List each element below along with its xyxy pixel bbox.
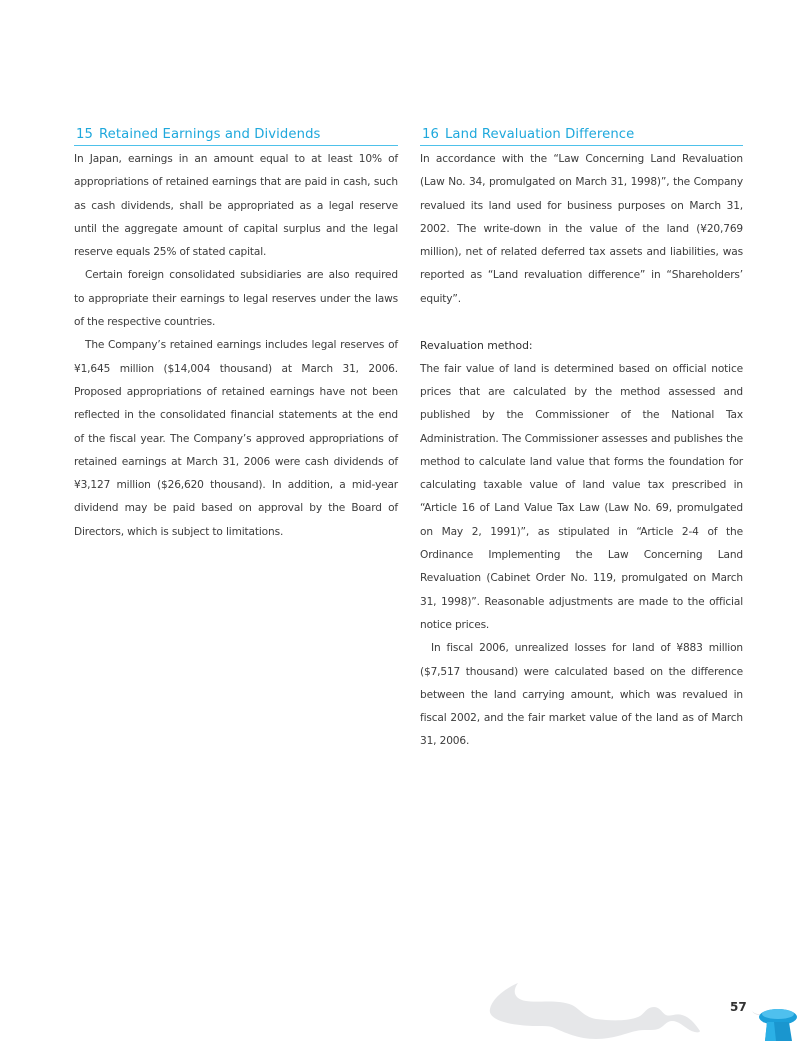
section-retained-earnings [74, 126, 398, 544]
page-number: 57 [730, 1000, 747, 1014]
section-title: Land Revaluation Difference [444, 127, 635, 142]
paragraph: In accordance with the “Law Concerning Land Revaluation (Law No. 34, promulgated on March 31, 1998)”, the Company revalued its land used for business purposes on March 31, 2002. The write-down in the value of the land (¥20,769 million), net of related deferred tax assets and liabilities, was reported as “Land revaluation difference” in “Shareholders’ equity”. [420, 153, 743, 305]
section-heading-16 [420, 126, 743, 146]
section-heading-15 [74, 126, 398, 146]
pushpin-icon [752, 1003, 800, 1041]
paragraph: In Japan, earnings in an amount equal to at least 10% of appropriations of retained earnings that are paid in cash, such as cash dividends, shall be appropriated as a legal reserve until the aggregate amount of capital surplus and the legal reserve equals 25% of stated capital. [74, 153, 398, 259]
section-number: 15 [76, 127, 93, 142]
paragraph: The Company’s retained earnings includes legal reserves of ¥1,645 million ($14,004 thousand) at March 31, 2006. Proposed appropriations of retained earnings have not been reflected in the consolidated financial statements at the end of the fiscal year. The Company’s approved appropriations of retained earnings at March 31, 2006 were cash dividends of ¥3,127 million ($26,620 thousand). In addition, a mid-year dividend may be paid based on approval by the Board of Directors, which is subject to limitations. [74, 339, 398, 538]
subheading-revaluation-method: Revaluation method: [420, 339, 533, 353]
paragraph: Certain foreign consolidated subsidiaries are also required to appropriate their earnings to legal reserves under the laws of the respective countries. [74, 269, 398, 329]
paragraph: The fair value of land is determined based on official notice prices that are calculated by the method assessed and published by the Commissioner of the National Tax Administration. The Commissioner assesses and publishes the method to calculate land value that forms the foundation for calculating taxable value of land value tax prescribed in “Article 16 of Land Value Tax Law (Law No. 69, promulgated on May 2, 1991)”, as stipulated in “Article 2-4 of the Ordinance Implementing the Law Concerning Land Revaluation (Cabinet Order No. 119, promulgated on March 31, 1998)”. Reasonable adjustments are made to the official notice prices. [420, 362, 743, 631]
section-title: Retained Earnings and Dividends [98, 127, 321, 142]
paragraph: In fiscal 2006, unrealized losses for land of ¥883 million ($7,517 thousand) were calculated based on the difference between the land carrying amount, which was revalued in fiscal 2002, and the fair market value of the land as of March 31, 2006. [420, 642, 743, 748]
cloud-wave-icon [486, 975, 706, 1041]
section-number: 16 [422, 127, 439, 142]
section-land-revaluation [420, 126, 743, 754]
